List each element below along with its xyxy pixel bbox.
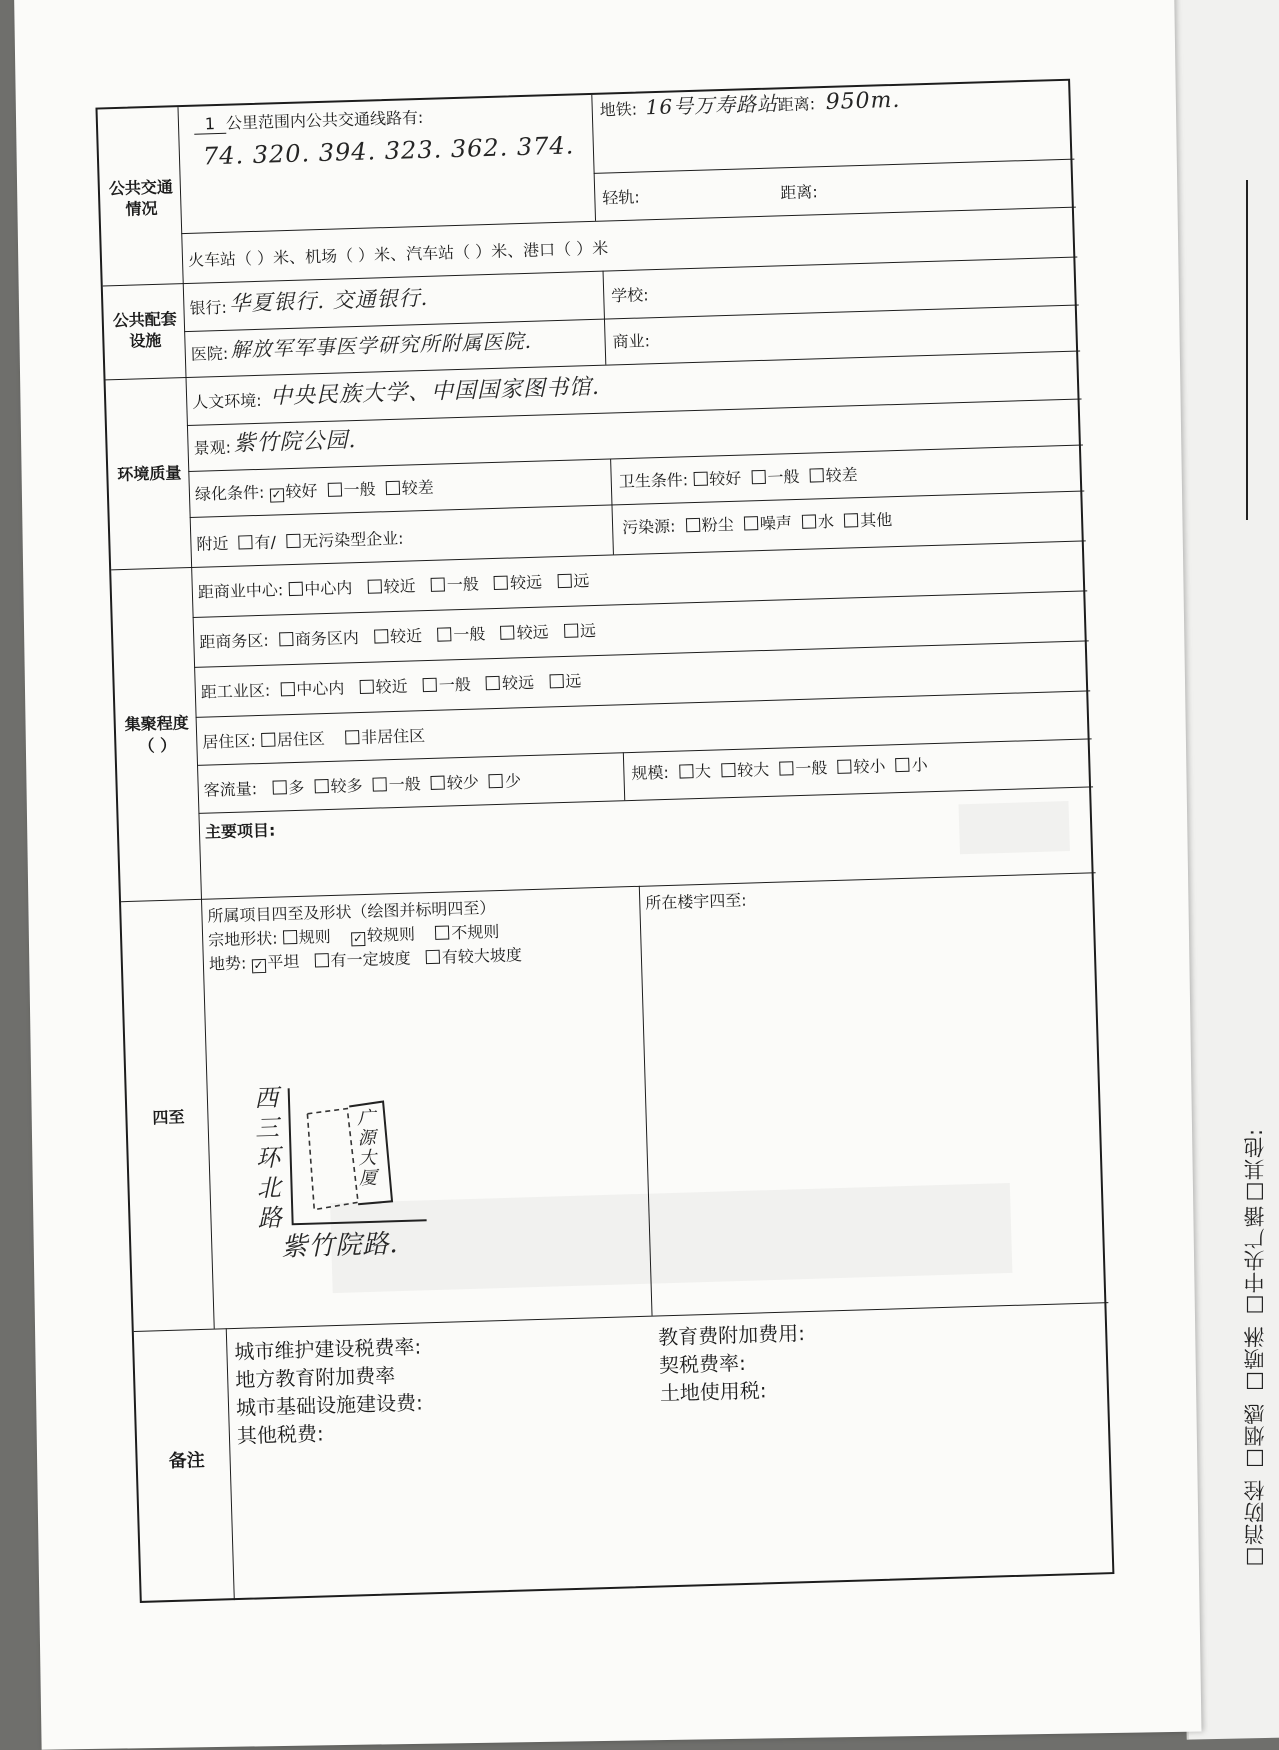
main-items-label: 主要项目: [204, 820, 276, 842]
cbd-checkbox[interactable] [494, 576, 508, 590]
light-rail-distance-label: 距离: [780, 182, 818, 203]
nearby-opt: 有/ [254, 532, 277, 553]
nearby-row [196, 529, 404, 554]
traffic-opt: 少 [504, 771, 522, 791]
sketch-site-outline [307, 1108, 358, 1209]
business-checkbox[interactable] [279, 632, 293, 646]
back-page-options: □消防栓 □烟感 □喷淋 □中央广播□其他: [1243, 1127, 1267, 1570]
industrial-label: 距工业区: [200, 680, 271, 702]
pollution-water-checkbox[interactable] [802, 514, 816, 528]
bank-value: 华夏银行. 交通银行. [228, 285, 429, 316]
scale-checkbox[interactable] [895, 758, 909, 772]
pollution-opt: 噪声 [759, 513, 793, 534]
traffic-checkbox[interactable] [431, 776, 445, 790]
hospital-label: 医院: [190, 343, 229, 364]
industrial-checkbox[interactable] [486, 676, 500, 690]
terrain-steep-checkbox[interactable] [426, 950, 440, 964]
metro-label: 地铁: [599, 99, 638, 120]
greening-opt: 较差 [401, 477, 435, 498]
pollution-label: 污染源: [621, 516, 676, 538]
bank-label: 银行: [189, 297, 228, 318]
residential-opt: 居住区 [276, 729, 326, 750]
landscape-value: 紫竹院公园. [233, 428, 357, 457]
traffic-label: 客流量: [203, 779, 258, 800]
form-sheet [14, 0, 1202, 1750]
stations-row: 火车站（ ）米、机场（ ）米、汽车站（ ）米、港口（ ）米 [187, 238, 609, 270]
culture-label: 人文环境: [191, 390, 262, 412]
industrial-opt: 一般 [438, 674, 472, 695]
business-checkbox[interactable] [500, 625, 514, 639]
scale-opt: 一般 [795, 758, 828, 779]
scale-row [631, 755, 928, 783]
business-opt: 较远 [516, 622, 549, 643]
sketch-west-road: 西三环北路 [249, 1084, 282, 1236]
traffic-checkbox[interactable] [314, 779, 328, 793]
project-boundary-label: 所属项目四至及形状（绘图并标明四至） [207, 898, 496, 926]
industrial-opt: 远 [565, 671, 582, 691]
scale-checkbox[interactable] [721, 763, 735, 777]
scale-opt: 较大 [736, 759, 770, 780]
residential-row [202, 726, 425, 752]
hygiene-opt: 一般 [767, 466, 800, 487]
traffic-opt: 多 [288, 777, 305, 798]
nearby-no-checkbox[interactable] [286, 534, 300, 548]
sketch-building-name: 广源大厦 [353, 1107, 378, 1189]
culture-value: 中央民族大学、中国国家图书馆. [269, 374, 601, 410]
cbd-checkbox[interactable] [557, 574, 571, 588]
greening-good-checkbox[interactable]: ✓ [271, 487, 282, 502]
scale-checkbox[interactable] [837, 759, 851, 773]
residential-label: 居住区: [202, 731, 256, 752]
terrain-row [209, 945, 523, 974]
residential-checkbox[interactable] [261, 733, 275, 747]
cbd-checkbox[interactable] [367, 579, 381, 593]
shape-regular-checkbox[interactable] [282, 930, 296, 944]
scale-opt: 较小 [853, 756, 886, 777]
remark-right: 契税费率: [658, 1350, 747, 1378]
terrain-slight-checkbox[interactable] [314, 953, 328, 967]
remark-left: 地方教育附加费率 [234, 1363, 396, 1393]
school-label: 学校: [610, 285, 649, 306]
landscape-label: 景观: [193, 437, 232, 458]
traffic-checkbox[interactable] [373, 777, 387, 791]
nearby-opt: 无污染型企业: [301, 528, 404, 551]
section-facilities: 公共配套设施 [112, 309, 178, 351]
industrial-opt: 中心内 [296, 678, 345, 699]
cbd-opt: 中心内 [304, 578, 353, 599]
terrain-opt: 有较大坡度 [441, 945, 523, 967]
remark-right: 教育费附加费用: [657, 1321, 806, 1350]
greening-poor-checkbox[interactable] [386, 481, 400, 495]
remark-left: 城市基础设施建设费: [235, 1390, 424, 1421]
cbd-opt: 较远 [509, 572, 543, 593]
remark-right: 土地使用税: [659, 1378, 767, 1406]
section-transport: 公共交通情况 [108, 177, 174, 219]
hygiene-row [619, 465, 858, 491]
shape-irregular-checkbox[interactable] [435, 925, 449, 939]
metro-distance-value: 950m. [825, 87, 901, 115]
residential-opt: 非居住区 [360, 726, 426, 748]
business-opt: 较近 [389, 626, 423, 647]
section-agglomeration-paren: （ ） [138, 735, 177, 756]
pollution-opt: 其他 [859, 510, 893, 531]
survey-form [95, 79, 1114, 1603]
pollution-opt: 水 [817, 511, 835, 532]
hygiene-label: 卫生条件: [618, 470, 689, 492]
hygiene-opt: 较好 [708, 468, 742, 489]
nearby-yes-checkbox[interactable] [238, 535, 252, 549]
greening-opt: 较好 [285, 481, 318, 502]
industrial-checkbox[interactable] [280, 682, 294, 696]
cbd-opt: 远 [573, 571, 590, 591]
terrain-opt: 平坦 [267, 951, 300, 972]
industrial-opt: 较近 [375, 676, 408, 697]
building-boundary-label: 所在楼宇四至: [645, 890, 747, 913]
back-page-text [1240, 180, 1279, 1580]
scale-label: 规模: [631, 762, 670, 784]
pollution-row [622, 510, 893, 537]
business-opt: 商务区内 [294, 628, 360, 649]
cbd-checkbox[interactable] [288, 582, 302, 596]
scale-opt: 大 [694, 761, 712, 782]
business-opt: 一般 [453, 624, 486, 645]
section-agglomeration: 集聚程度 [124, 713, 190, 735]
industrial-row [201, 671, 582, 701]
industrial-checkbox[interactable] [423, 678, 437, 692]
terrain-label: 地势: [208, 953, 247, 974]
terrain-opt: 有一定坡度 [330, 948, 411, 971]
hygiene-opt: 较差 [825, 465, 858, 486]
hygiene-good-checkbox[interactable] [693, 472, 707, 486]
cbd-opt: 一般 [446, 574, 480, 595]
shape-opt: 较规则 [366, 924, 416, 945]
business-row [199, 621, 596, 652]
remark-left: 城市维护建设税费率: [234, 1334, 422, 1365]
bus-radius-value: 1 [194, 114, 227, 135]
shape-opt: 不规则 [451, 922, 500, 943]
remark-left: 其他税费: [236, 1421, 324, 1448]
metro-distance-label: 距离: [777, 94, 816, 115]
hygiene-poor-checkbox[interactable] [809, 468, 823, 482]
non-residential-checkbox[interactable] [345, 730, 359, 744]
shape-label: 宗地形状: [207, 928, 278, 950]
nearby-label: 附近 [196, 533, 229, 554]
bus-lines-label: 公里范围内公共交通线路有: [225, 107, 424, 133]
sketch-south-road: 紫竹院路. [280, 1229, 400, 1263]
business-label: 距商务区: [199, 630, 270, 652]
bus-radius-row [194, 108, 424, 135]
hygiene-avg-checkbox[interactable] [751, 470, 765, 484]
shape-opt: 规则 [298, 927, 331, 947]
greening-opt: 一般 [343, 479, 376, 500]
terrain-flat-checkbox[interactable]: ✓ [253, 958, 264, 973]
hospital-value: 解放军军事医学研究所附属医院. [230, 328, 533, 362]
bleed-through-mark [959, 801, 1070, 854]
traffic-row [203, 771, 521, 800]
traffic-checkbox[interactable] [272, 780, 286, 794]
traffic-checkbox[interactable] [489, 774, 503, 788]
scale-checkbox[interactable] [779, 761, 793, 775]
section-remarks: 备注 [168, 1449, 205, 1473]
pollution-opt: 粉尘 [701, 514, 734, 535]
section-environment: 环境质量 [117, 463, 182, 485]
shape-fairly-regular-checkbox[interactable]: ✓ [352, 931, 364, 946]
pollution-dust-checkbox[interactable] [685, 518, 699, 532]
traffic-opt: 一般 [388, 774, 422, 795]
light-rail-label: 轻轨: [602, 187, 641, 208]
bus-lines-value: 74. 320. 394. 323. 362. 374. [202, 131, 575, 171]
metro-value: 16号万寿路站 [645, 91, 779, 120]
back-page-rule [1246, 180, 1248, 520]
business-opt: 远 [579, 621, 597, 641]
business-checkbox[interactable] [374, 629, 388, 643]
industrial-checkbox[interactable] [549, 674, 563, 688]
section-boundaries: 四至 [152, 1107, 185, 1128]
cbd-label: 距商业中心: [197, 580, 284, 602]
greening-row [195, 478, 434, 505]
greening-avg-checkbox[interactable] [327, 482, 341, 496]
traffic-opt: 较少 [446, 772, 480, 793]
cbd-opt: 较近 [383, 576, 416, 597]
business-checkbox[interactable] [564, 624, 578, 638]
business-checkbox[interactable] [437, 627, 451, 641]
industrial-opt: 较远 [501, 672, 535, 693]
pollution-other-checkbox[interactable] [844, 513, 858, 527]
pollution-noise-checkbox[interactable] [744, 516, 758, 530]
cbd-checkbox[interactable] [431, 577, 445, 591]
scale-checkbox[interactable] [679, 764, 693, 778]
commerce-label: 商业: [612, 331, 651, 352]
industrial-checkbox[interactable] [359, 680, 373, 694]
scale-opt: 小 [911, 755, 928, 775]
greening-label: 绿化条件: [194, 482, 265, 504]
cbd-row [198, 571, 590, 602]
traffic-opt: 较多 [330, 775, 363, 796]
